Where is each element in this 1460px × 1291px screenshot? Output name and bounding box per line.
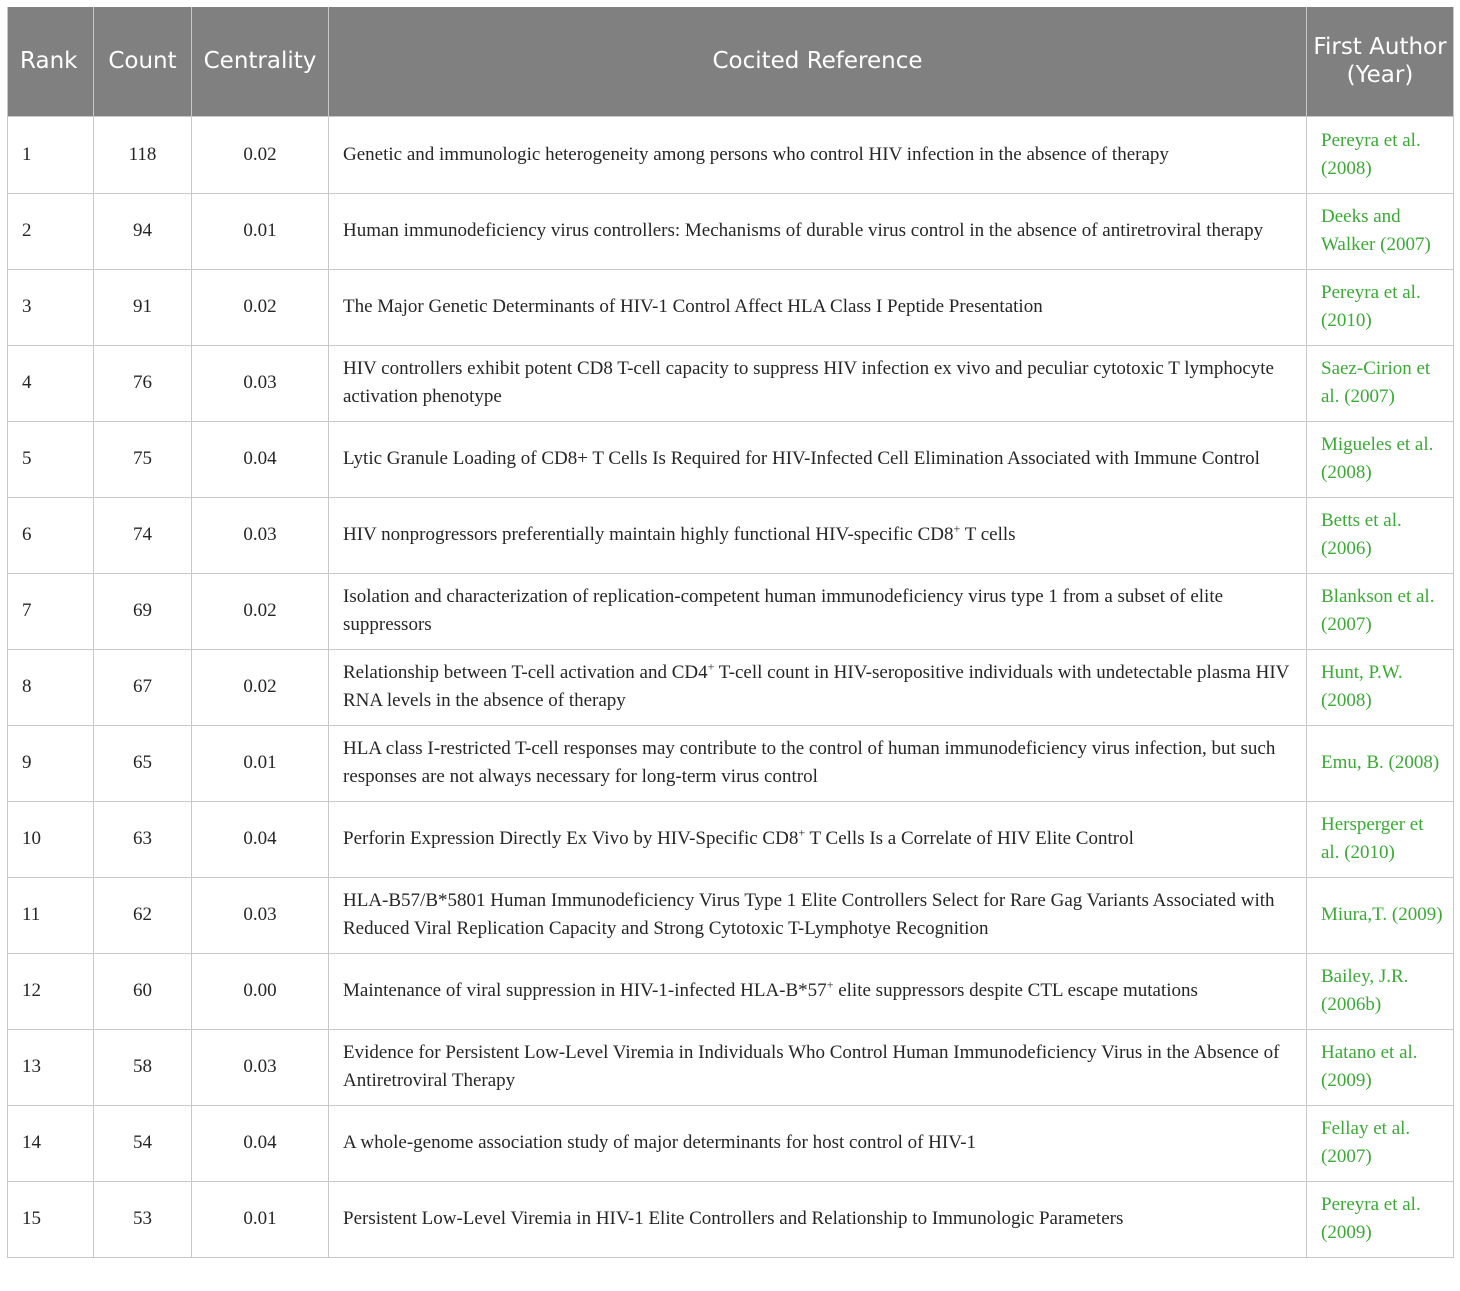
first-author-cell[interactable]: Pereyra et al. (2010) (1307, 269, 1454, 345)
count-cell: 74 (94, 497, 192, 573)
centrality-cell: 0.04 (192, 1105, 329, 1181)
rank-cell: 2 (8, 193, 94, 269)
count-cell: 53 (94, 1181, 192, 1257)
rank-cell: 13 (8, 1029, 94, 1105)
centrality-cell: 0.01 (192, 193, 329, 269)
table-row (8, 116, 1454, 193)
table-row (8, 193, 1454, 269)
centrality-cell: 0.03 (192, 345, 329, 421)
reference-cell: HLA-B57/B*5801 Human Immunodeficiency Virus Type 1 Elite Controllers Select for Rare Gag Variants Associated with Reduced Viral Replication Capacity and Strong Cytotoxic T-Lymphotye Recognition (329, 877, 1307, 953)
centrality-cell: 0.01 (192, 725, 329, 801)
count-cell: 58 (94, 1029, 192, 1105)
first-author-cell[interactable]: Fellay et al. (2007) (1307, 1105, 1454, 1181)
reference-cell: HLA class I-restricted T-cell responses may contribute to the control of human immunodeficiency virus infection, but such responses are not always necessary for long-term virus control (329, 725, 1307, 801)
reference-cell: A whole-genome association study of major determinants for host control of HIV-1 (329, 1105, 1307, 1181)
table-row (8, 269, 1454, 345)
count-cell: 76 (94, 345, 192, 421)
table-row (8, 1029, 1454, 1105)
reference-cell: The Major Genetic Determinants of HIV-1 Control Affect HLA Class I Peptide Presentation (329, 269, 1307, 345)
count-cell: 60 (94, 953, 192, 1029)
count-cell: 75 (94, 421, 192, 497)
first-author-cell[interactable]: Blankson et al. (2007) (1307, 573, 1454, 649)
first-author-cell[interactable]: Betts et al. (2006) (1307, 497, 1454, 573)
rank-cell: 14 (8, 1105, 94, 1181)
reference-cell: Perforin Expression Directly Ex Vivo by HIV-Specific CD8+ T Cells Is a Correlate of HIV Elite Control (329, 801, 1307, 877)
reference-cell: Evidence for Persistent Low-Level Viremia in Individuals Who Control Human Immunodeficiency Virus in the Absence of Antiretroviral Therapy (329, 1029, 1307, 1105)
centrality-cell: 0.03 (192, 497, 329, 573)
first-author-cell[interactable]: Migueles et al. (2008) (1307, 421, 1454, 497)
table-row (8, 1105, 1454, 1181)
first-author-cell[interactable]: Bailey, J.R. (2006b) (1307, 953, 1454, 1029)
centrality-cell: 0.03 (192, 1029, 329, 1105)
centrality-cell: 0.00 (192, 953, 329, 1029)
count-cell: 67 (94, 649, 192, 725)
rank-cell: 7 (8, 573, 94, 649)
centrality-cell: 0.02 (192, 116, 329, 193)
table-row (8, 573, 1454, 649)
table-header (8, 7, 1454, 116)
first-author-cell[interactable]: Emu, B. (2008) (1307, 725, 1454, 801)
first-author-cell[interactable]: Miura,T. (2009) (1307, 877, 1454, 953)
centrality-cell: 0.03 (192, 877, 329, 953)
centrality-cell: 0.02 (192, 269, 329, 345)
reference-cell: Persistent Low-Level Viremia in HIV-1 Elite Controllers and Relationship to Immunologic Parameters (329, 1181, 1307, 1257)
reference-cell: Maintenance of viral suppression in HIV-1-infected HLA-B*57+ elite suppressors despite CTL escape mutations (329, 953, 1307, 1029)
reference-cell: Human immunodeficiency virus controllers: Mechanisms of durable virus control in the absence of antiretroviral therapy (329, 193, 1307, 269)
header-cocited-reference: Cocited Reference (329, 7, 1307, 116)
first-author-cell[interactable]: Deeks and Walker (2007) (1307, 193, 1454, 269)
table-row (8, 649, 1454, 725)
count-cell: 118 (94, 116, 192, 193)
table-row (8, 1181, 1454, 1257)
header-centrality: Centrality (192, 7, 329, 116)
table-row (8, 801, 1454, 877)
header-count: Count (94, 7, 192, 116)
first-author-cell[interactable]: Hatano et al. (2009) (1307, 1029, 1454, 1105)
cocited-references-table (7, 7, 1454, 1258)
rank-cell: 6 (8, 497, 94, 573)
centrality-cell: 0.02 (192, 573, 329, 649)
reference-cell: HIV nonprogressors preferentially maintain highly functional HIV-specific CD8+ T cells (329, 497, 1307, 573)
first-author-cell[interactable]: Pereyra et al. (2009) (1307, 1181, 1454, 1257)
rank-cell: 12 (8, 953, 94, 1029)
table-row (8, 725, 1454, 801)
count-cell: 69 (94, 573, 192, 649)
centrality-cell: 0.01 (192, 1181, 329, 1257)
rank-cell: 8 (8, 649, 94, 725)
first-author-cell[interactable]: Hunt, P.W. (2008) (1307, 649, 1454, 725)
rank-cell: 4 (8, 345, 94, 421)
rank-cell: 11 (8, 877, 94, 953)
table-row (8, 953, 1454, 1029)
centrality-cell: 0.02 (192, 649, 329, 725)
rank-cell: 9 (8, 725, 94, 801)
header-first-author-year: First Author (Year) (1307, 7, 1454, 116)
centrality-cell: 0.04 (192, 801, 329, 877)
count-cell: 65 (94, 725, 192, 801)
table-row (8, 421, 1454, 497)
table-row (8, 877, 1454, 953)
rank-cell: 10 (8, 801, 94, 877)
count-cell: 94 (94, 193, 192, 269)
rank-cell: 3 (8, 269, 94, 345)
rank-cell: 15 (8, 1181, 94, 1257)
count-cell: 63 (94, 801, 192, 877)
table-container (7, 7, 1454, 1258)
reference-cell: HIV controllers exhibit potent CD8 T-cell capacity to suppress HIV infection ex vivo and peculiar cytotoxic T lymphocyte activation phenotype (329, 345, 1307, 421)
table-row (8, 497, 1454, 573)
first-author-cell[interactable]: Saez-Cirion et al. (2007) (1307, 345, 1454, 421)
rank-cell: 1 (8, 116, 94, 193)
count-cell: 62 (94, 877, 192, 953)
reference-cell: Isolation and characterization of replication-competent human immunodeficiency virus type 1 from a subset of elite suppressors (329, 573, 1307, 649)
rank-cell: 5 (8, 421, 94, 497)
count-cell: 91 (94, 269, 192, 345)
header-rank: Rank (8, 7, 94, 116)
reference-cell: Lytic Granule Loading of CD8+ T Cells Is Required for HIV-Infected Cell Elimination Associated with Immune Control (329, 421, 1307, 497)
count-cell: 54 (94, 1105, 192, 1181)
first-author-cell[interactable]: Pereyra et al. (2008) (1307, 116, 1454, 193)
reference-cell: Relationship between T-cell activation and CD4+ T-cell count in HIV-seropositive individuals with undetectable plasma HIV RNA levels in the absence of therapy (329, 649, 1307, 725)
table-body (8, 116, 1454, 1257)
centrality-cell: 0.04 (192, 421, 329, 497)
reference-cell: Genetic and immunologic heterogeneity among persons who control HIV infection in the absence of therapy (329, 116, 1307, 193)
first-author-cell[interactable]: Hersperger et al. (2010) (1307, 801, 1454, 877)
table-row (8, 345, 1454, 421)
